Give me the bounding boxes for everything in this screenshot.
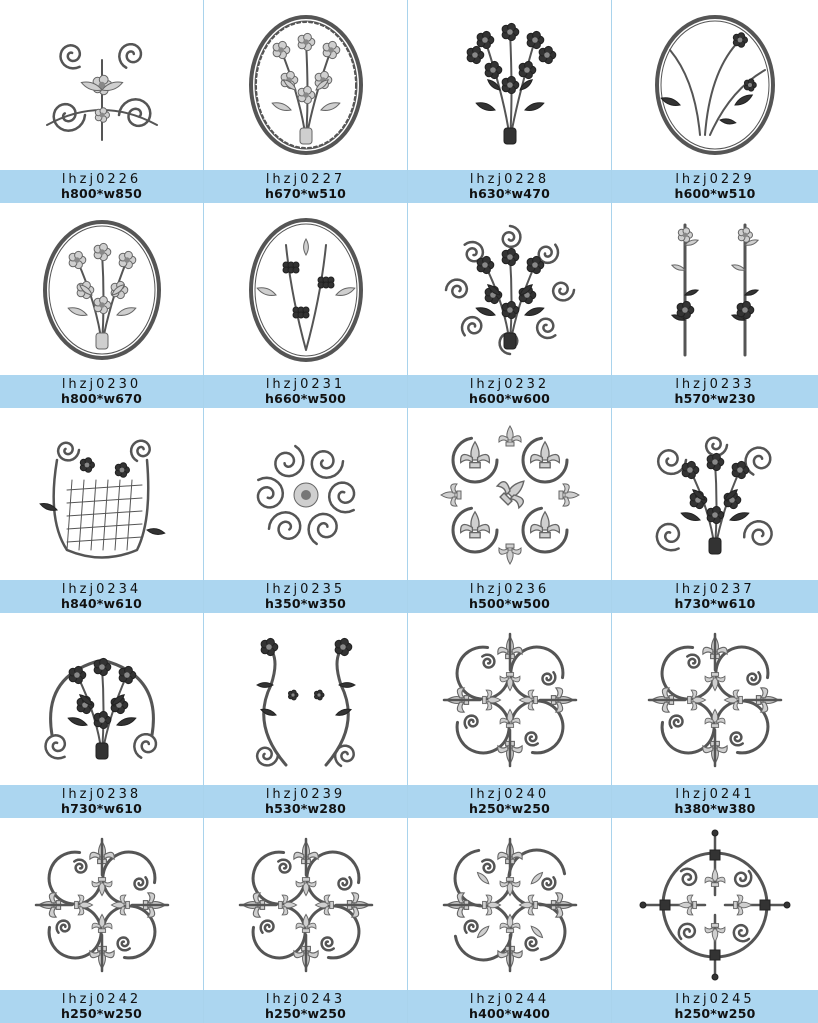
product-caption	[612, 375, 818, 408]
product-card[interactable]	[204, 820, 408, 1023]
product-caption	[204, 170, 407, 203]
product-caption	[0, 785, 203, 818]
product-card[interactable]	[204, 615, 408, 820]
product-card[interactable]	[0, 410, 204, 615]
product-image[interactable]	[408, 615, 611, 785]
product-code: lhzj0243	[265, 991, 346, 1007]
product-caption	[0, 990, 203, 1023]
product-dimensions: h600*w600	[469, 390, 550, 406]
product-code: lhzj0234	[61, 581, 142, 597]
product-caption	[204, 580, 407, 613]
product-dimensions: h250*w250	[674, 1005, 756, 1021]
product-caption	[612, 580, 818, 613]
product-dimensions: h530*w280	[265, 800, 346, 816]
product-image[interactable]	[612, 820, 818, 990]
product-code: lhzj0233	[675, 376, 755, 392]
flower-bouquet-icon	[435, 10, 585, 160]
product-image[interactable]	[204, 615, 407, 785]
product-caption	[0, 580, 203, 613]
product-dimensions: h600*w510	[674, 185, 756, 201]
product-dimensions: h570*w230	[674, 390, 756, 406]
product-dimensions: h800*w850	[61, 185, 142, 201]
product-dimensions: h380*w380	[674, 800, 756, 816]
product-image[interactable]	[204, 410, 407, 580]
product-card[interactable]	[204, 0, 408, 205]
product-dimensions: h250*w250	[265, 1005, 346, 1021]
product-card[interactable]	[0, 615, 204, 820]
product-caption	[408, 375, 611, 408]
product-card[interactable]	[204, 205, 408, 410]
product-card[interactable]	[0, 0, 204, 205]
product-card[interactable]	[612, 0, 818, 205]
oval-flower-stem-panel-icon	[640, 10, 790, 160]
product-card[interactable]	[204, 410, 408, 615]
product-caption	[408, 990, 611, 1023]
four-scroll-fleur-rosette-icon	[640, 625, 790, 775]
scroll-bouquet-panel-icon	[640, 420, 790, 570]
product-code: lhzj0230	[61, 376, 142, 392]
four-scroll-leaf-rosette-icon	[435, 830, 585, 980]
product-dimensions: h660*w500	[265, 390, 346, 406]
product-image[interactable]	[612, 205, 818, 375]
product-code: lhzj0228	[469, 171, 550, 187]
product-card[interactable]	[408, 205, 612, 410]
product-code: lhzj0232	[469, 376, 550, 392]
lyre-basket-panel-icon	[27, 420, 177, 570]
product-code: lhzj0236	[469, 581, 550, 597]
product-card[interactable]	[612, 410, 818, 615]
product-image[interactable]	[0, 0, 203, 170]
product-code: lhzj0241	[675, 786, 755, 802]
product-image[interactable]	[612, 410, 818, 580]
product-card[interactable]	[612, 205, 818, 410]
product-caption	[204, 990, 407, 1023]
product-code: lhzj0226	[61, 171, 142, 187]
product-dimensions: h840*w610	[61, 595, 142, 611]
product-card[interactable]	[0, 205, 204, 410]
product-dimensions: h350*w350	[265, 595, 346, 611]
product-image[interactable]	[612, 0, 818, 170]
product-code: lhzj0229	[675, 171, 755, 187]
twin-vine-scrolls-icon	[231, 625, 381, 775]
product-code: lhzj0239	[265, 786, 346, 802]
twin-flower-stems-icon	[640, 215, 790, 365]
four-scroll-fleur-rosette-icon	[27, 830, 177, 980]
product-card[interactable]	[0, 820, 204, 1023]
square-fleur-lattice-icon	[435, 420, 585, 570]
product-code: lhzj0242	[61, 991, 142, 1007]
oval-bouquet-panel-icon	[231, 10, 381, 160]
product-image[interactable]	[612, 615, 818, 785]
product-image[interactable]	[0, 205, 203, 375]
product-dimensions: h400*w400	[469, 1005, 550, 1021]
four-scroll-spear-rosette-icon	[640, 830, 790, 980]
product-card[interactable]	[612, 615, 818, 820]
product-image[interactable]	[0, 820, 203, 990]
product-image[interactable]	[408, 410, 611, 580]
scroll-rosette-icon	[231, 420, 381, 570]
product-image[interactable]	[204, 0, 407, 170]
product-caption	[408, 580, 611, 613]
product-dimensions: h630*w470	[469, 185, 550, 201]
four-scroll-fleur-rosette-icon	[231, 830, 381, 980]
ornamental-scroll-panel-icon	[27, 10, 177, 160]
oval-flower-panel-icon	[27, 215, 177, 365]
scroll-flower-crest-icon	[27, 625, 177, 775]
oval-grape-panel-icon	[231, 215, 381, 365]
product-code: lhzj0237	[675, 581, 755, 597]
product-caption	[0, 375, 203, 408]
product-image[interactable]	[204, 205, 407, 375]
four-scroll-fleur-rosette-icon	[435, 625, 585, 775]
product-caption	[408, 170, 611, 203]
product-caption	[612, 990, 818, 1023]
product-card[interactable]	[408, 615, 612, 820]
product-card[interactable]	[408, 820, 612, 1023]
product-image[interactable]	[204, 820, 407, 990]
product-dimensions: h730*w610	[674, 595, 756, 611]
product-image[interactable]	[0, 410, 203, 580]
product-dimensions: h250*w250	[469, 800, 550, 816]
product-card[interactable]	[612, 820, 818, 1023]
product-code: lhzj0231	[265, 376, 346, 392]
product-card[interactable]	[408, 0, 612, 205]
product-dimensions: h670*w510	[265, 185, 346, 201]
product-image[interactable]	[408, 820, 611, 990]
product-image[interactable]	[408, 205, 611, 375]
product-caption	[204, 375, 407, 408]
product-card[interactable]	[408, 410, 612, 615]
product-caption	[408, 785, 611, 818]
product-code: lhzj0244	[469, 991, 550, 1007]
product-code: lhzj0227	[265, 171, 346, 187]
product-caption	[204, 785, 407, 818]
product-image[interactable]	[0, 615, 203, 785]
product-caption	[612, 170, 818, 203]
product-code: lhzj0240	[469, 786, 550, 802]
product-dimensions: h730*w610	[61, 800, 142, 816]
product-caption	[0, 170, 203, 203]
product-image[interactable]	[408, 0, 611, 170]
product-code: lhzj0235	[265, 581, 346, 597]
product-dimensions: h500*w500	[469, 595, 550, 611]
product-caption	[612, 785, 818, 818]
round-scroll-flower-panel-icon	[435, 215, 585, 365]
product-dimensions: h250*w250	[61, 1005, 142, 1021]
product-dimensions: h800*w670	[61, 390, 142, 406]
product-code: lhzj0238	[61, 786, 142, 802]
product-code: lhzj0245	[675, 991, 755, 1007]
